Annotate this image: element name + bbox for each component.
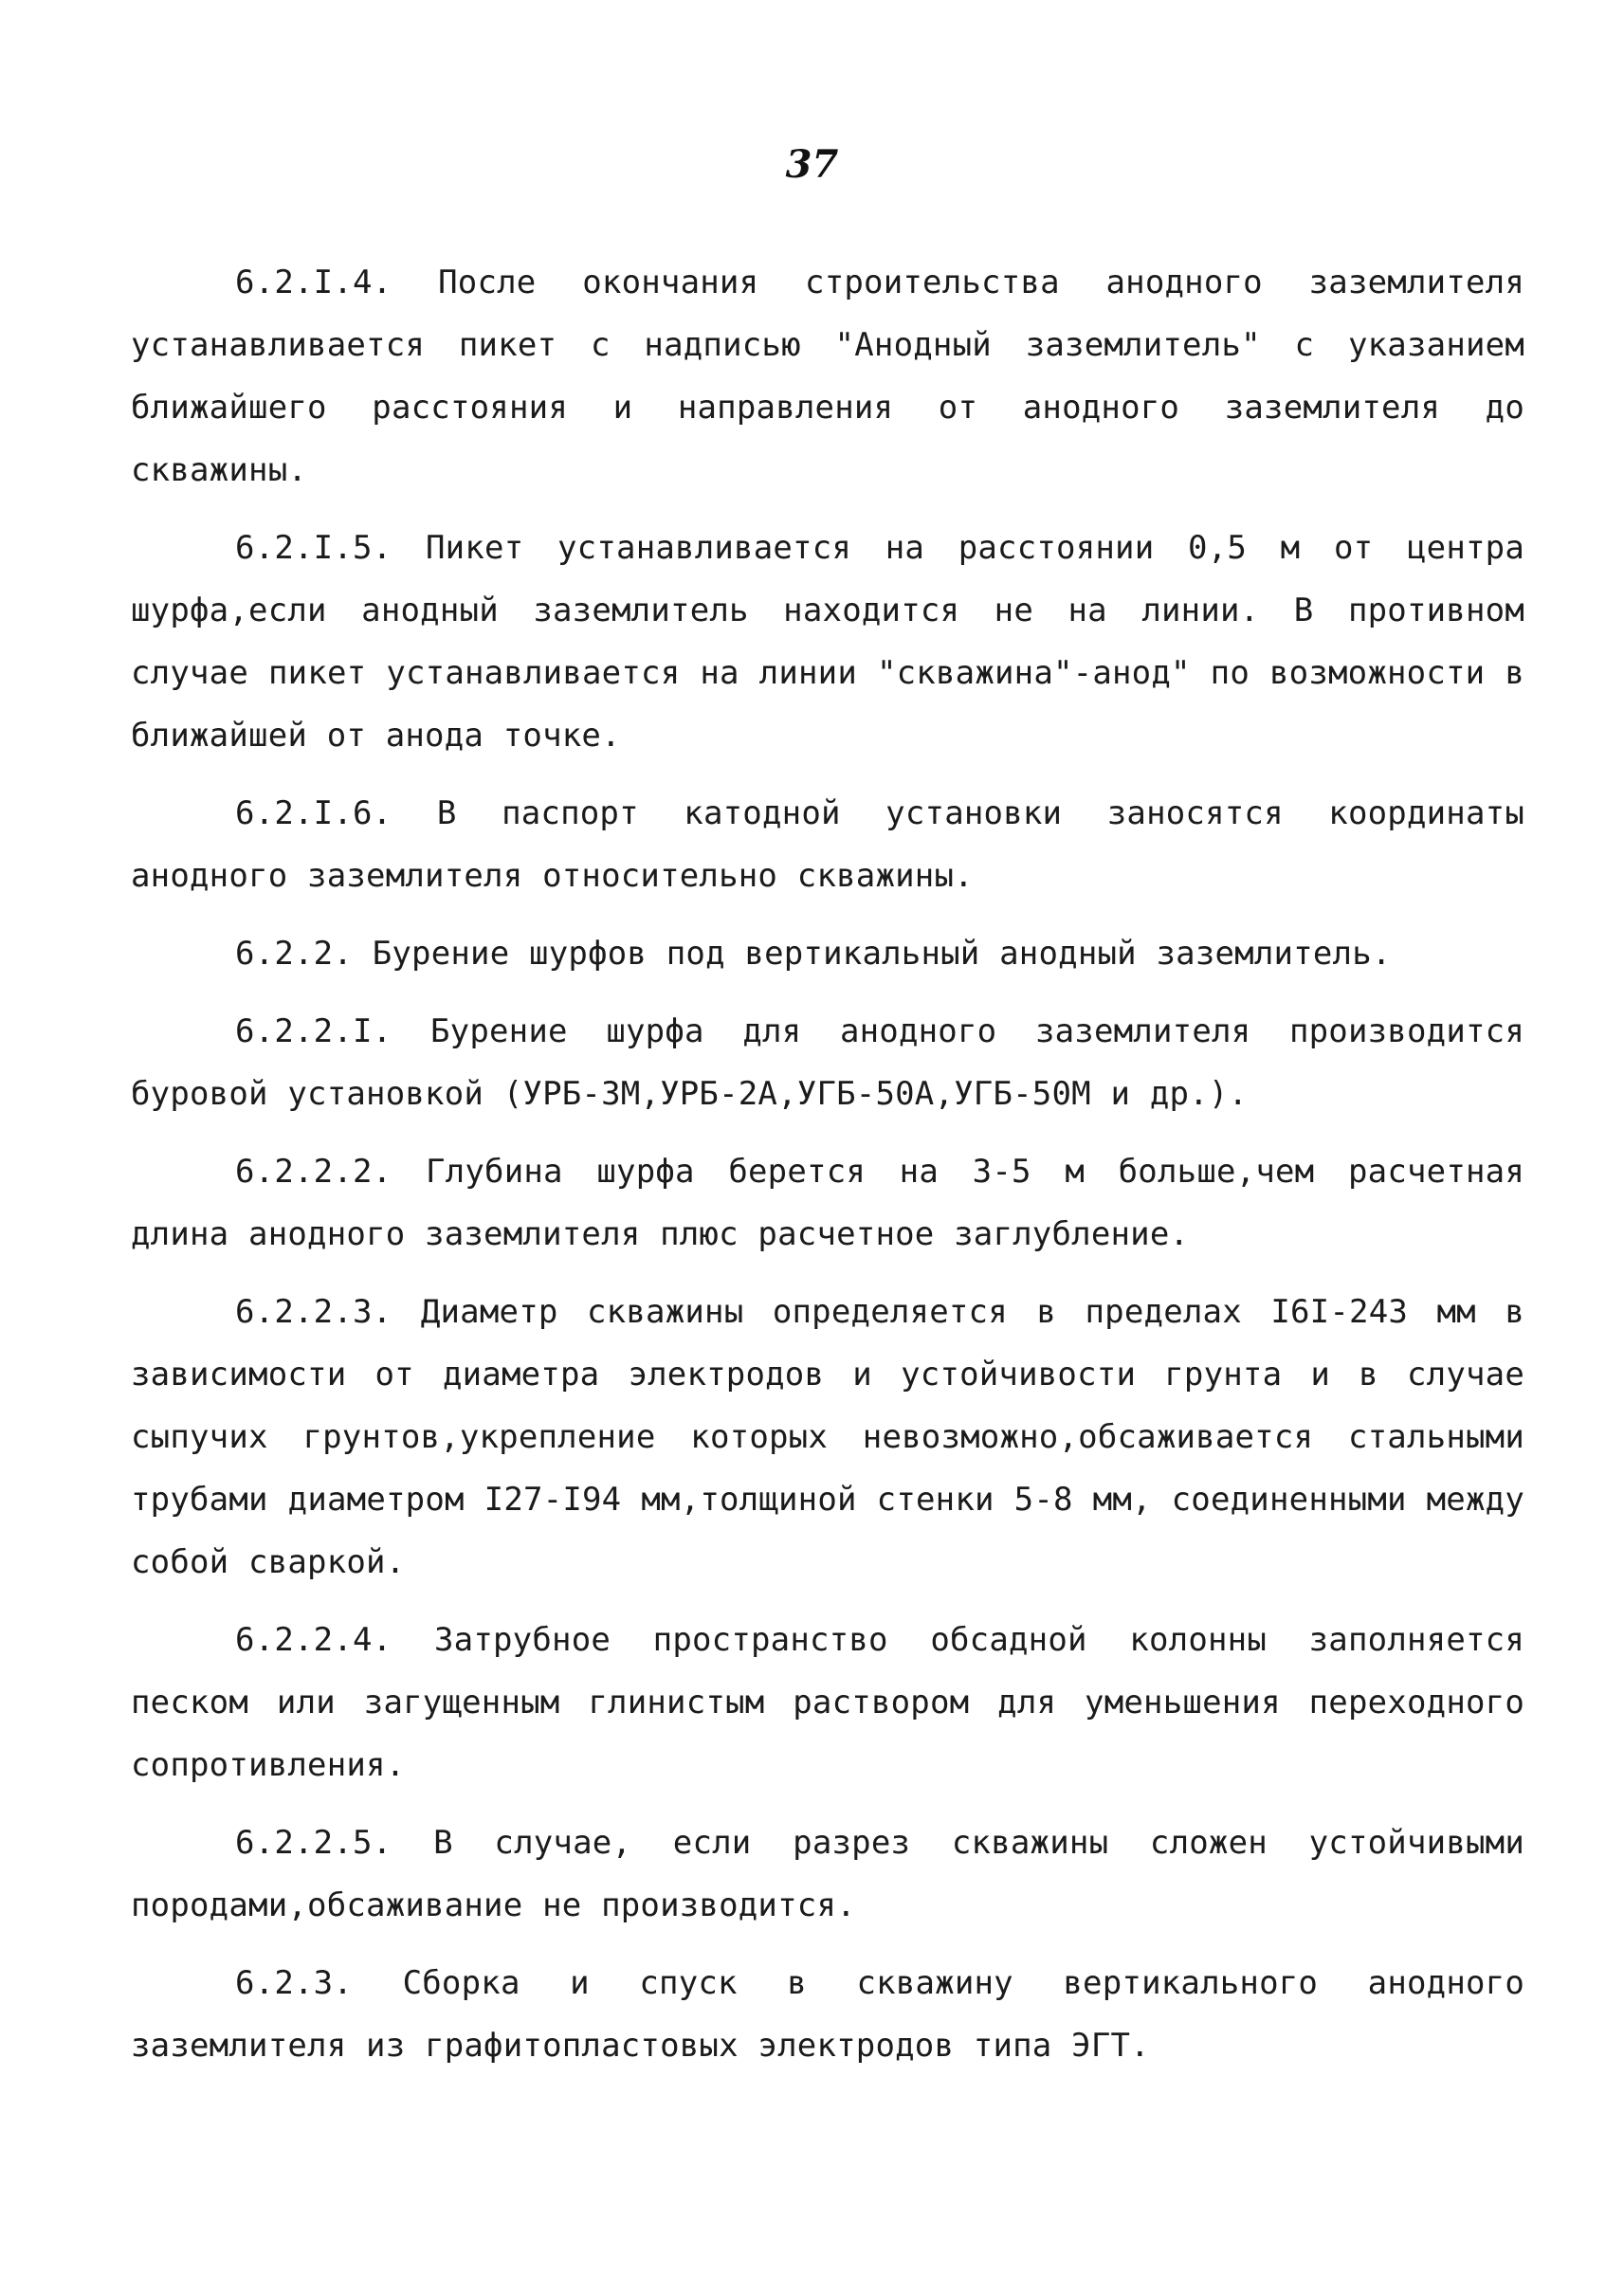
paragraph-text: В паспорт катодной установки заносятся координаты анодного заземлителя относительно скважины. xyxy=(131,794,1524,895)
section-number: 6.2.2. xyxy=(235,935,354,973)
paragraph-number: 6.2.2.3. xyxy=(235,1293,392,1331)
paragraph-number: 6.2.2.5. xyxy=(235,1824,392,1862)
paragraph-6-2-1-6 xyxy=(131,782,1524,907)
paragraph-6-2-2-5 xyxy=(131,1812,1524,1937)
paragraph-text: В случае, если разрез скважины сложен устойчивыми породами,обсаживание не производится. xyxy=(131,1824,1524,1924)
paragraph-number: 6.2.2.I. xyxy=(235,1012,392,1050)
document-body xyxy=(131,251,1524,2092)
section-heading: Бурение шурфов под вертикальный анодный заземлитель. xyxy=(372,935,1392,973)
paragraph-text: После окончания строительства анодного заземлителя устанавливается пикет с надписью "Анодный заземлитель" с указанием ближайшего расстояния и направления от анодного заземлителя до скважины. xyxy=(131,264,1524,489)
paragraph-text: Бурение шурфа для анодного заземлителя производится буровой установкой (УРБ-ЗМ,УРБ-2А,УГБ-50А,УГБ-50М и др.). xyxy=(131,1012,1524,1113)
paragraph-text: Глубина шурфа берется на 3-5 м больше,чем расчетная длина анодного заземлителя плюс расчетное заглубление. xyxy=(131,1153,1525,1253)
paragraph-6-2-2 xyxy=(131,922,1524,985)
paragraph-text: Затрубное пространство обсадной колонны заполняется песком или загущенным глинистым раствором для уменьшения переходного сопротивления. xyxy=(131,1621,1525,1784)
paragraph-number: 6.2.I.4. xyxy=(235,264,392,301)
paragraph-6-2-2-4 xyxy=(131,1609,1524,1796)
paragraph-6-2-2-2 xyxy=(131,1140,1524,1266)
section-heading: Сборка и спуск в скважину вертикального анодного заземлителя из графитопластовых электродов типа ЭГТ. xyxy=(131,1964,1525,2065)
paragraph-text: Пикет устанавливается на расстоянии 0,5 м от центра шурфа,если анодный заземлитель находится не на линии. В противном случае пикет устанавливается на линии "скважина"-анод" по возможности в ближайшей от анода точке. xyxy=(131,529,1525,755)
paragraph-6-2-1-5 xyxy=(131,517,1524,767)
paragraph-number: 6.2.I.6. xyxy=(235,794,392,832)
paragraph-6-2-1-4 xyxy=(131,251,1524,501)
paragraph-6-2-2-1 xyxy=(131,1000,1524,1125)
page-number: 37 xyxy=(785,142,839,187)
section-number: 6.2.3. xyxy=(235,1964,354,2002)
paragraph-number: 6.2.2.2. xyxy=(235,1153,392,1191)
paragraph-6-2-2-3 xyxy=(131,1281,1524,1594)
paragraph-number: 6.2.I.5. xyxy=(235,529,392,567)
paragraph-number: 6.2.2.4. xyxy=(235,1621,392,1659)
paragraph-6-2-3 xyxy=(131,1952,1524,2077)
paragraph-text: Диаметр скважины определяется в пределах I6I-243 мм в зависимости от диаметра электродов и устойчивости грунта и в случае сыпучих грунтов,укрепление которых невозможно,обсаживается стальными трубами диаметром I27-I94 мм,толщиной стенки 5-8 мм, соединенными между собой сваркой. xyxy=(131,1293,1524,1581)
